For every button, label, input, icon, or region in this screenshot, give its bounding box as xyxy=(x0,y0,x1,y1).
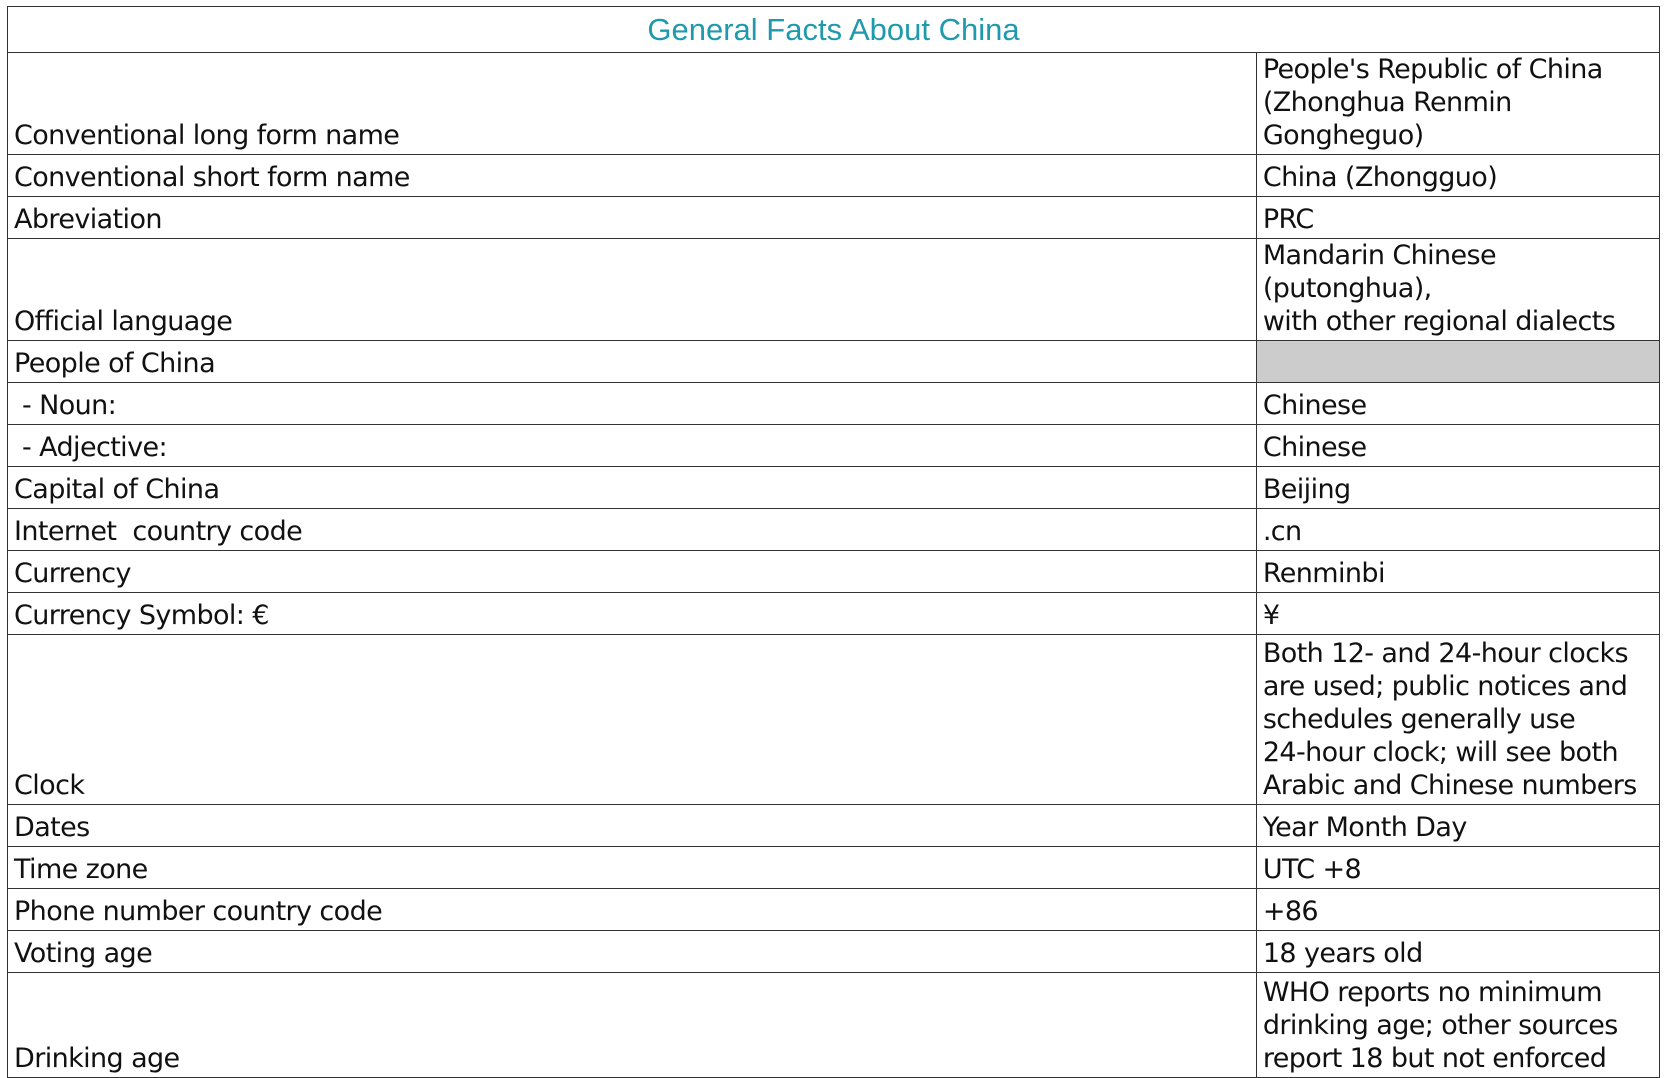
row-value: China (Zhongguo) xyxy=(1256,155,1659,197)
table-row xyxy=(8,847,1660,889)
table-row xyxy=(8,593,1660,635)
table-row xyxy=(8,155,1660,197)
facts-table xyxy=(7,6,1660,1078)
row-label: Conventional short form name xyxy=(8,155,1257,197)
row-value: Beijing xyxy=(1256,467,1659,509)
row-label: Currency xyxy=(8,551,1257,593)
table-row xyxy=(8,341,1660,383)
table-title: General Facts About China xyxy=(8,7,1660,53)
table-row xyxy=(8,973,1660,1078)
row-value: 18 years old xyxy=(1256,931,1659,973)
row-label: Voting age xyxy=(8,931,1257,973)
row-value: Renminbi xyxy=(1256,551,1659,593)
row-label: Capital of China xyxy=(8,467,1257,509)
row-label: Currency Symbol: € xyxy=(8,593,1257,635)
row-label: Official language xyxy=(8,239,1257,341)
row-value: Both 12- and 24-hour clocks are used; public notices and schedules generally use 24-hour clock; will see both Arabic and Chinese numbers xyxy=(1256,635,1659,805)
table-row xyxy=(8,635,1660,805)
table-row xyxy=(8,509,1660,551)
row-value: Year Month Day xyxy=(1256,805,1659,847)
row-value: PRC xyxy=(1256,197,1659,239)
row-value xyxy=(1256,341,1659,383)
row-label: People of China xyxy=(8,341,1257,383)
table-row xyxy=(8,805,1660,847)
row-value: Chinese xyxy=(1256,425,1659,467)
row-value: Mandarin Chinese (putonghua), with other regional dialects xyxy=(1256,239,1659,341)
row-label: Phone number country code xyxy=(8,889,1257,931)
table-row xyxy=(8,467,1660,509)
row-value: WHO reports no minimum drinking age; other sources report 18 but not enforced xyxy=(1256,973,1659,1078)
facts-body xyxy=(8,53,1660,1078)
table-row xyxy=(8,53,1660,155)
row-value: Chinese xyxy=(1256,383,1659,425)
table-row xyxy=(8,425,1660,467)
row-label: - Noun: xyxy=(8,383,1257,425)
row-value: UTC +8 xyxy=(1256,847,1659,889)
table-row xyxy=(8,931,1660,973)
row-value: .cn xyxy=(1256,509,1659,551)
row-value: People's Republic of China (Zhonghua Renmin Gongheguo) xyxy=(1256,53,1659,155)
row-label: Abreviation xyxy=(8,197,1257,239)
table-row xyxy=(8,239,1660,341)
table-row xyxy=(8,889,1660,931)
row-label: Clock xyxy=(8,635,1257,805)
row-value: +86 xyxy=(1256,889,1659,931)
row-label: Dates xyxy=(8,805,1257,847)
row-value: ¥ xyxy=(1256,593,1659,635)
row-label: Conventional long form name xyxy=(8,53,1257,155)
row-label: - Adjective: xyxy=(8,425,1257,467)
table-row xyxy=(8,197,1660,239)
table-row xyxy=(8,551,1660,593)
title-row xyxy=(8,7,1660,53)
row-label: Internet country code xyxy=(8,509,1257,551)
row-label: Time zone xyxy=(8,847,1257,889)
row-label: Drinking age xyxy=(8,973,1257,1078)
table-row xyxy=(8,383,1660,425)
